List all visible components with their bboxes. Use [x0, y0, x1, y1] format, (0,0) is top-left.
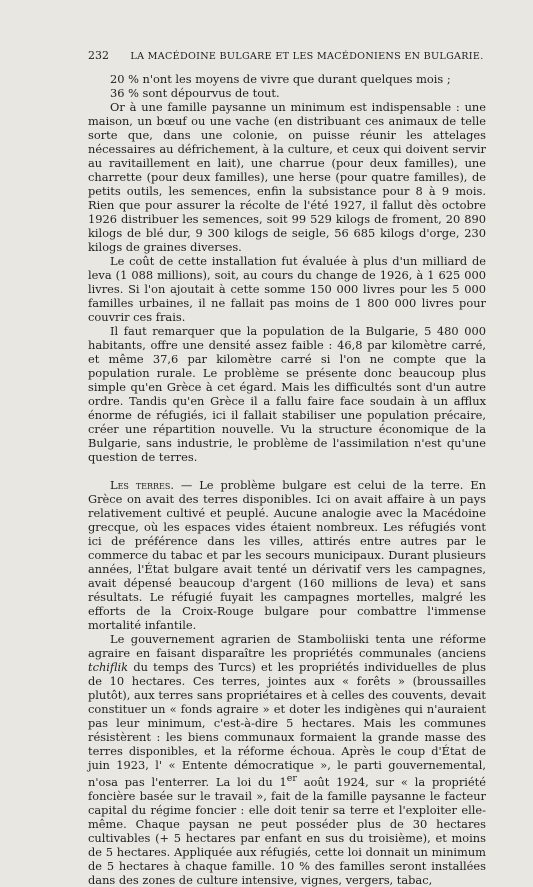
- paragraph-stat-1: 20 % n'ont les moyens de vivre que durant quelques mois ;: [110, 72, 451, 86]
- reform-text-a: Le gouvernement agrarien de Stamboliiski tenta une réforme agraire en faisant disparaître les propriétés communales (anciens: [88, 632, 486, 660]
- page-header: [88, 50, 486, 62]
- reform-superscript: er: [286, 773, 297, 784]
- reform-term-tchiflik: tchiflik: [88, 660, 129, 674]
- paragraph-stat-2: 36 % sont dépourvus de tout.: [110, 86, 280, 100]
- paragraph-minimum-needs: Or à une famille paysanne un minimum est indispensable : une maison, un bœuf ou une vache (en distribuant ces animaux de telle sorte que, dans une colonie, on puisse réunir les attelages nécessaires au défrichement, à la culture, et ceux qui doivent servir au ravitaillement en lait), une charrue (pour deux familles), une charrette (pour deux familles), une herse (pour quatre familles), de petits outils, les semences, enfin la subsistance pour 8 à 9 mois. Rien que pour assurer la récolte de l'été 1927, il fallut dès octobre 1926 distribuer les semences, soit 99 529 kilogs de froment, 20 890 kilogs de blé dur, 9 300 kilogs de seigle, 56 685 kilogs d'orge, 230 kilogs de graines diverses.: [88, 100, 486, 254]
- reform-text-c: août 1924, sur « la propriété foncière basée sur le travail », fait de la famille paysanne le facteur capital du régime foncier : elle doit tenir sa terre et l'exploiter elle-même. Chaque paysan ne peut posséder plus de 30 hectares cultivables (+ 5 hectares par enfant en sus du troisième), et moins de 5 hectares. Appliquée aux réfugiés, cette loi donnait un minimum de 5 hectares à chaque famille. 10 % des familles seront installées dans des zones de culture intensive, vignes, vergers, tabac,: [88, 774, 486, 887]
- paragraph-agrarian-reform: [88, 632, 486, 887]
- section-lead-les-terres: Les terres.: [110, 478, 174, 492]
- paragraph-land-text: — Le problème bulgare est celui de la terre. En Grèce on avait des terres disponibles. Ici on avait affaire à un pays relativement cultivé et peuplé. Aucune analogie avec la Macédoine grecque, où les espaces vides étaient nombreux. Les réfugiés vont ici de préférence dans les villes, attirés entre autres par le commerce du tabac et par les secours municipaux. Durant plusieurs années, l'État bulgare avait tenté un dérivatif vers les campagnes, avait dépensé beaucoup d'argent (160 millions de leva) et sans résultats. Le réfugié fuyait les campagnes mortelles, malgré les efforts de la Croix-Rouge bulgare pour combattre l'immense mortalité infantile.: [88, 478, 486, 632]
- paragraph-cost: Le coût de cette installation fut évaluée à plus d'un milliard de leva (1 088 millions), soit, au cours du change de 1926, à 1 625 000 livres. Si l'on ajoutait à cette somme 150 000 livres pour les 5 000 familles urbaines, il ne fallait pas moins de 1 800 000 livres pour couvrir ces frais.: [88, 254, 486, 324]
- running-head: LA MACÉDOINE BULGARE ET LES MACÉDONIENS EN BULGARIE.: [130, 51, 484, 62]
- paragraph-land: [88, 478, 486, 632]
- paragraph-population: Il faut remarquer que la population de la Bulgarie, 5 480 000 habitants, offre une densité assez faible : 46,8 par kilomètre carré, et même 37,6 par kilomètre carré si l'on ne compte que la population rurale. Le problème se présente donc beaucoup plus simple qu'en Grèce à cet égard. Mais les difficultés sont d'un autre ordre. Tandis qu'en Grèce il a fallu faire face soudain à un afflux énorme de réfugiés, ici il fallait stabiliser une population précaire, créer une répartition nouvelle. Vu la structure économique de la Bulgarie, sans industrie, le problème de l'assimilation n'est qu'une question de terres.: [88, 324, 486, 464]
- page-number: 232: [88, 49, 109, 62]
- body-text: [88, 72, 486, 887]
- reform-text-b: du temps des Turcs) et les propriétés individuelles de plus de 10 hectares. Ces terres, jointes aux « forêts » (broussailles plutôt), aux terres sans propriétaires et à celles des couvents, devait constituer un « fonds agraire » et doter les indigènes qui n'auraient pas leur minimum, c'est-à-dire 5 hectares. Mais les communes résistèrent : les biens communaux formaient la grande masse des terres disponibles, et la réforme échoua. Après le coup d'État de juin 1923, l' « Entente démocratique », le parti gouvernemental, n'osa pas l'enterrer. La loi du 1: [88, 660, 486, 789]
